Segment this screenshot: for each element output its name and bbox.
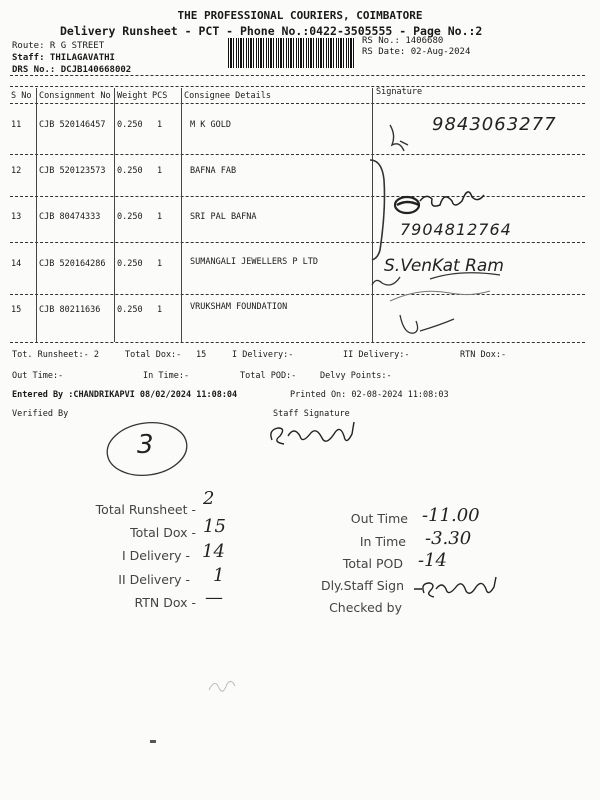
summary-i-delivery-label: I Delivery - <box>121 548 190 563</box>
summary-rtn-dox-value: — <box>205 587 223 608</box>
divider <box>10 75 585 76</box>
row-sno: 15 <box>11 305 22 315</box>
summary-out-time-label: Out Time <box>350 511 408 526</box>
row-signature-phone: 7904812764 <box>400 220 512 239</box>
summary-total-pod-label: Total POD <box>342 556 403 571</box>
summary-staff-sign-label: Dly.Staff Sign <box>320 578 404 593</box>
summary-ii-delivery-label: II Delivery - <box>118 572 190 587</box>
column-line <box>114 88 115 342</box>
printed-on: Printed On: 02-08-2024 11:08:03 <box>290 390 449 400</box>
row-consignee: SRI PAL BAFNA <box>190 212 257 222</box>
row-pcs: 1 <box>157 305 163 315</box>
summary-ii-delivery-value: 1 <box>213 565 225 586</box>
row-sno: 14 <box>11 259 22 269</box>
row-signature-name: S.VenKat Ram <box>384 256 504 276</box>
summary-checked-by-label: Checked by <box>329 600 402 615</box>
row-weight: 0.250 <box>117 259 143 269</box>
runsheet-title: Delivery Runsheet - PCT - Phone No.:0422-3505555 - Page No.:2 <box>60 24 483 38</box>
staff-signature-scribble <box>266 418 376 452</box>
column-line <box>181 88 182 342</box>
total-dox-label: Total Dox:- <box>125 350 182 360</box>
row-consignment: CJB 520164286 <box>39 259 106 269</box>
row-sno: 13 <box>11 212 22 222</box>
rs-number: RS No.: 1406680 <box>362 36 444 46</box>
summary-total-runsheet-label: Total Runsheet - <box>95 502 196 517</box>
total-pod-label: Total POD:- <box>240 371 297 381</box>
entered-by: Entered By :CHANDRIKAPVI 08/02/2024 11:08:04 <box>12 390 238 400</box>
col-header-consignee: Consignee Details <box>184 91 271 101</box>
summary-in-time-value: -3.30 <box>425 528 472 549</box>
divider <box>10 103 585 104</box>
row-sno: 12 <box>11 166 22 176</box>
signature-scribbles <box>360 105 590 345</box>
col-header-pcs: PCS <box>152 91 168 101</box>
barcode-image <box>228 38 356 68</box>
summary-total-dox-value: 15 <box>203 516 226 537</box>
summary-in-time-label: In Time <box>359 534 406 549</box>
row-consignment: CJB 520123573 <box>39 166 106 176</box>
row-weight: 0.250 <box>117 305 143 315</box>
row-consignment: CJB 80474333 <box>39 212 101 222</box>
row-consignment: CJB 520146457 <box>39 120 106 130</box>
delvy-points-label: Delvy Points:- <box>320 371 392 381</box>
summary-out-time-value: -11.00 <box>422 505 480 526</box>
row-pcs: 1 <box>157 212 163 222</box>
row-pcs: 1 <box>157 259 163 269</box>
staff-label: Staff: THILAGAVATHI <box>12 53 115 63</box>
i-delivery-label: I Delivery:- <box>232 350 294 360</box>
row-consignee: SUMANGALI JEWELLERS P LTD <box>190 257 318 267</box>
total-dox-value: 15 <box>196 350 207 360</box>
summary-i-delivery-value: 14 <box>202 541 225 562</box>
in-time-label: In Time:- <box>143 371 190 381</box>
row-consignee: VRUKSHAM FOUNDATION <box>190 302 288 312</box>
company-name: THE PROFESSIONAL COURIERS, COIMBATORE <box>177 9 423 22</box>
staff-signature-label: Staff Signature <box>273 409 350 419</box>
circled-number: 3 <box>137 430 154 460</box>
summary-total-dox-label: Total Dox - <box>130 525 196 540</box>
row-sno: 11 <box>11 120 22 130</box>
column-line <box>36 88 37 342</box>
col-header-sno: S No <box>11 91 32 101</box>
row-weight: 0.250 <box>117 166 143 176</box>
row-weight: 0.250 <box>117 212 143 222</box>
rtn-dox-label: RTN Dox:- <box>460 350 507 360</box>
summary-total-runsheet-value: 2 <box>203 488 215 509</box>
out-time-label: Out Time:- <box>12 371 64 381</box>
col-header-signature: Signature <box>376 87 423 97</box>
verified-by: Verified By <box>12 409 69 419</box>
col-header-consignment: Consignment No <box>39 91 111 101</box>
speck <box>150 740 156 743</box>
summary-total-pod-value: -14 <box>418 550 447 571</box>
row-pcs: 1 <box>157 120 163 130</box>
ii-delivery-label: II Delivery:- <box>343 350 410 360</box>
tot-runsheet: Tot. Runsheet:- 2 <box>12 350 99 360</box>
row-consignment: CJB 80211636 <box>39 305 101 315</box>
row-consignee: M K GOLD <box>190 120 231 130</box>
route-label: Route: R G STREET <box>12 41 105 51</box>
drs-number: DRS No.: DCJB140668002 <box>12 65 132 75</box>
summary-rtn-dox-label: RTN Dox - <box>134 595 196 610</box>
row-signature-phone: 9843063277 <box>432 114 557 135</box>
faint-stamp-mark <box>205 672 245 696</box>
divider <box>10 86 585 87</box>
summary-staff-signature-scribble <box>410 575 520 601</box>
col-header-weight: Weight <box>117 91 148 101</box>
row-pcs: 1 <box>157 166 163 176</box>
rs-date: RS Date: 02-Aug-2024 <box>362 47 471 57</box>
row-consignee: BAFNA FAB <box>190 166 237 176</box>
row-weight: 0.250 <box>117 120 143 130</box>
